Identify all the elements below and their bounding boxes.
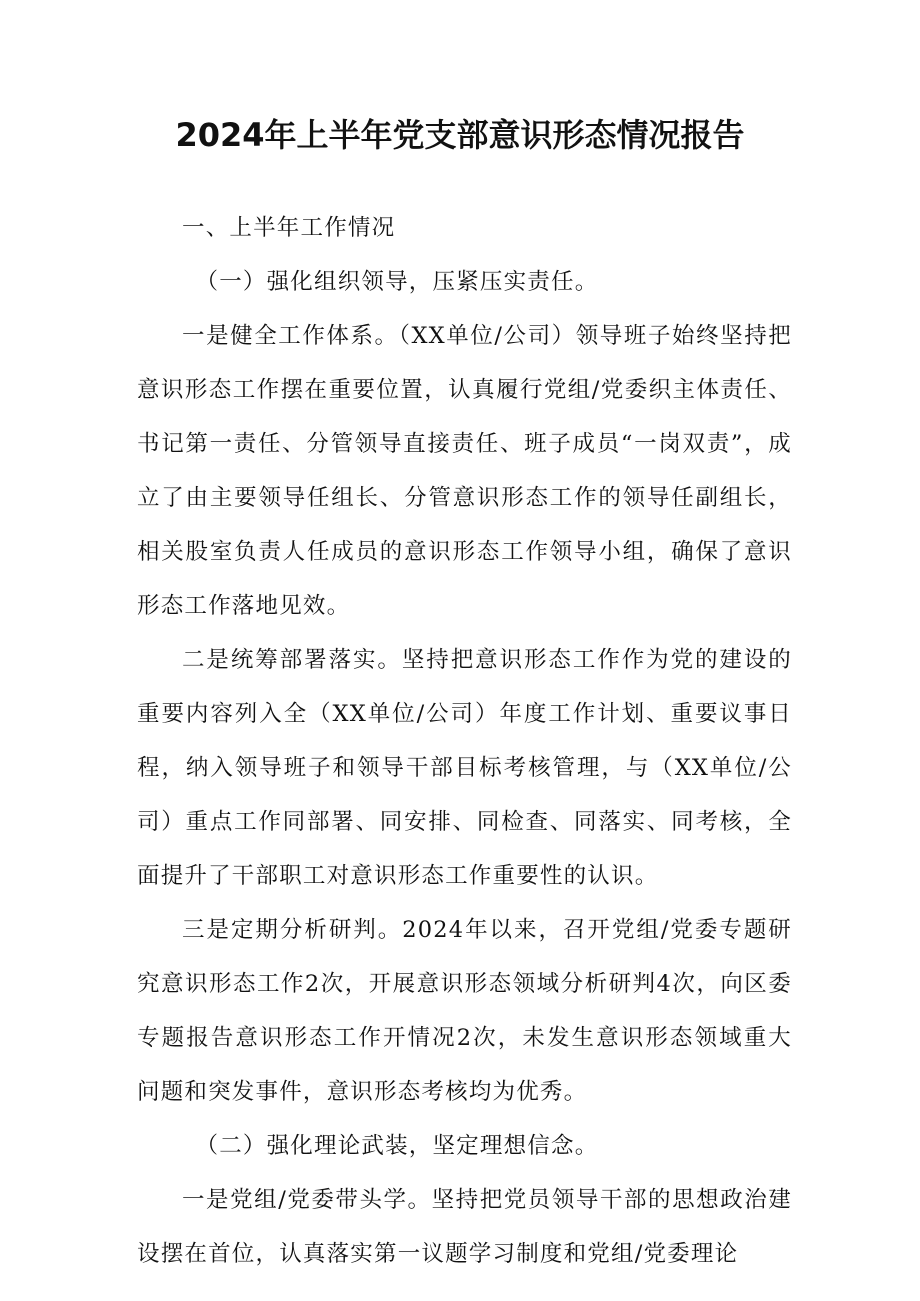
body-paragraph: 一是党组/党委带头学。坚持把党员领导干部的思想政治建设摆在首位，认真落实第一议题学习制度和党组/党委理论 [137, 1187, 792, 1267]
subsection-heading: （二）强化理论武装，坚定理想信念。 [195, 1133, 599, 1159]
section-heading: 一、上半年工作情况 [182, 215, 396, 241]
body-paragraph: 三是定期分析研判。2024年以来，召开党组/党委专题研究意识形态工作2次，开展意识形态领域分析研判4次，向区委专题报告意识形态工作开情况2次，未发生意识形态领域重大问题和突发事件，意识形态考核均为优秀。 [137, 917, 792, 1105]
body-paragraph: 二是统筹部署落实。坚持把意识形态工作作为党的建设的重要内容列入全（XX单位/公司）年度工作计划、重要议事日程，纳入领导班子和领导干部目标考核管理，与（XX单位/公司）重点工作同部署、同安排、同检查、同落实、同考核，全面提升了干部职工对意识形态工作重要性的认识。 [137, 647, 792, 889]
document-body [137, 201, 792, 1281]
document-title: 2024年上半年党支部意识形态情况报告 [175, 116, 745, 154]
body-paragraph: 一是健全工作体系。（XX单位/公司）领导班子始终坚持把意识形态工作摆在重要位置，认真履行党组/党委织主体责任、书记第一责任、分管领导直接责任、班子成员“一岗双责”，成立了由主要领导任组长、分管意识形态工作的领导任副组长，相关股室负责人任成员的意识形态工作领导小组，确保了意识形态工作落地见效。 [137, 323, 792, 619]
subsection-heading: （一）强化组织领导，压紧压实责任。 [195, 269, 599, 295]
